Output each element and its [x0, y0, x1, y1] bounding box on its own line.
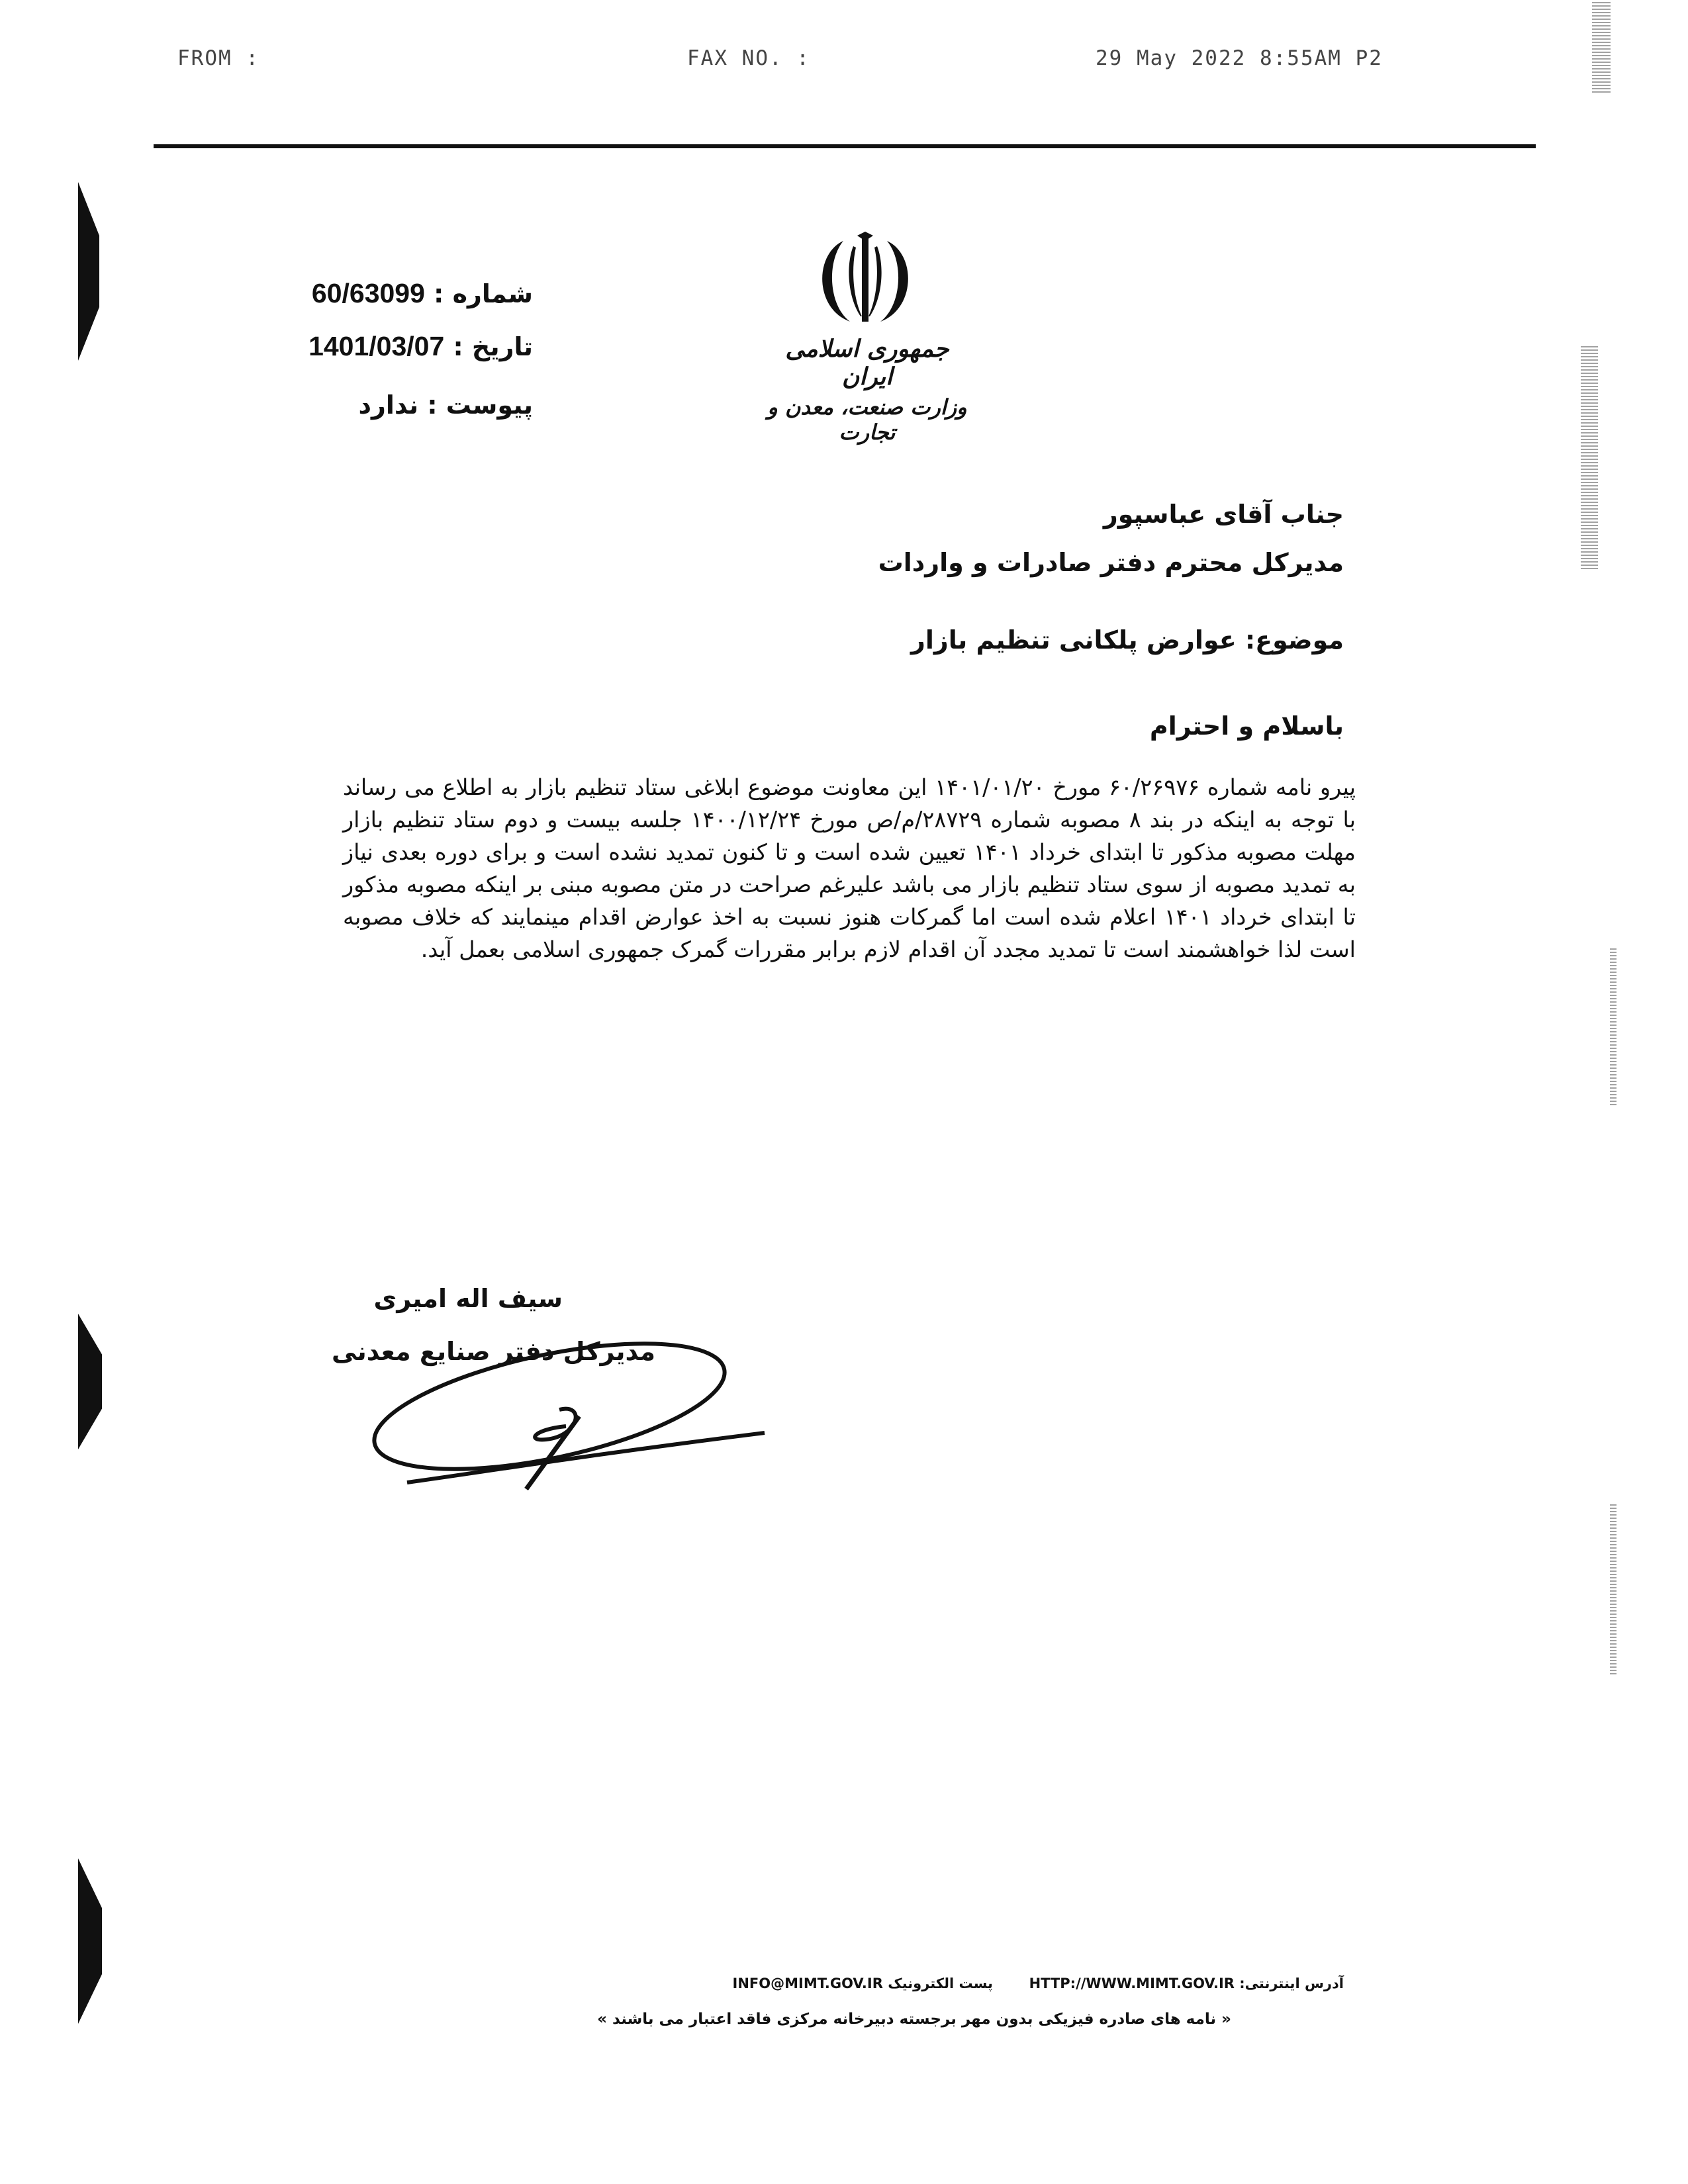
scan-noise: [1581, 344, 1598, 569]
scan-noise: [1592, 0, 1611, 93]
handwritten-signature-icon: [361, 1330, 784, 1509]
scan-edge-mark: [78, 182, 99, 361]
scan-noise: [1610, 1502, 1617, 1674]
scan-edge-mark: [78, 1858, 102, 2024]
scan-edge-mark: [78, 1314, 102, 1449]
iran-emblem-icon: [809, 232, 921, 328]
footer-email-label: پست الکترونیک: [888, 1976, 993, 1991]
footer-website: HTTP://WWW.MIMT.GOV.IR: [1029, 1976, 1235, 1991]
letter-subject: موضوع: عوارض پلکانی تنظیم بازار: [910, 625, 1344, 655]
letter-body: پیرو نامه شماره ۶۰/۲۶۹۷۶ مورخ ۱۴۰۱/۰۱/۲۰ این معاونت موضوع ابلاغی ستاد تنظیم بازار به اطلاع می رساند با توجه به اینکه در بند ۸ مصوبه شماره ۲۸۷۲۹/م/ص مورخ ۱۴۰۰/۱۲/۲۴ جلسه بیست و دوم ستاد تنظیم بازار مهلت مصوبه مذکور تا ابتدای خرداد ۱۴۰۱ تعیین شده است و تا کنون تمدید نشده است و برای دوره بعدی نیاز به تمدید مصوبه از سوی ستاد تنظیم بازار می باشد علیرغم صراحت در متن مصوبه مبنی بر اینکه مصوبه مذکور تا ابتدای خرداد ۱۴۰۱ اعلام شده است اما گمرکات هنوز نسبت به اخذ عوارض اقدام مینمایند که خلاف مصوبه است لذا خواهشمند است تا تمدید مجدد آن اقدام لازم برابر مقررات گمرک جمهوری اسلامی بعمل آید.: [343, 774, 1356, 962]
scan-noise: [1610, 946, 1617, 1105]
letter-number-label: شماره :: [434, 279, 533, 308]
fax-header-rule: [154, 144, 1536, 148]
letter-greeting: باسلام و احترام: [1149, 711, 1344, 741]
fax-date-time: 29 May 2022 8:55AM P2: [1096, 46, 1383, 70]
letter-number-value: 60/63099: [311, 278, 425, 308]
letter-attachment: [359, 390, 534, 420]
letter-date: [308, 331, 533, 362]
letter-attachment-value: ندارد: [358, 390, 419, 420]
recipient-name: جناب آقای عباسپور: [1103, 500, 1344, 529]
letter-attachment-label: پیوست :: [427, 390, 533, 420]
fax-from-label: FROM :: [177, 46, 259, 70]
footer-contacts: [733, 1976, 1344, 1991]
letter-date-label: تاریخ :: [453, 332, 533, 361]
fax-number-label: FAX NO. :: [687, 46, 810, 70]
letter-number: [312, 278, 533, 309]
letterhead-ministry: وزارت صنعت، معدن و تجارت: [767, 394, 967, 445]
footer-notice: « نامه های صادره فیزیکی بدون مهر برجسته دبیرخانه مرکزی فاقد اعتبار می باشند »: [597, 2011, 1231, 2028]
recipient-title: مدیرکل محترم دفتر صادرات و واردات: [878, 548, 1344, 577]
footer-email: INFO@MIMT.GOV.IR: [732, 1976, 883, 1991]
letter-date-value: 1401/03/07: [308, 331, 445, 361]
signatory-name: سیف اله امیری: [373, 1284, 563, 1313]
signatory-title: مدیرکل دفتر صنایع معدنی: [332, 1337, 655, 1366]
letterhead-country: جمهوری اسلامی ایران: [785, 335, 949, 390]
footer-website-label: آدرس اینترنتی:: [1239, 1976, 1344, 1991]
